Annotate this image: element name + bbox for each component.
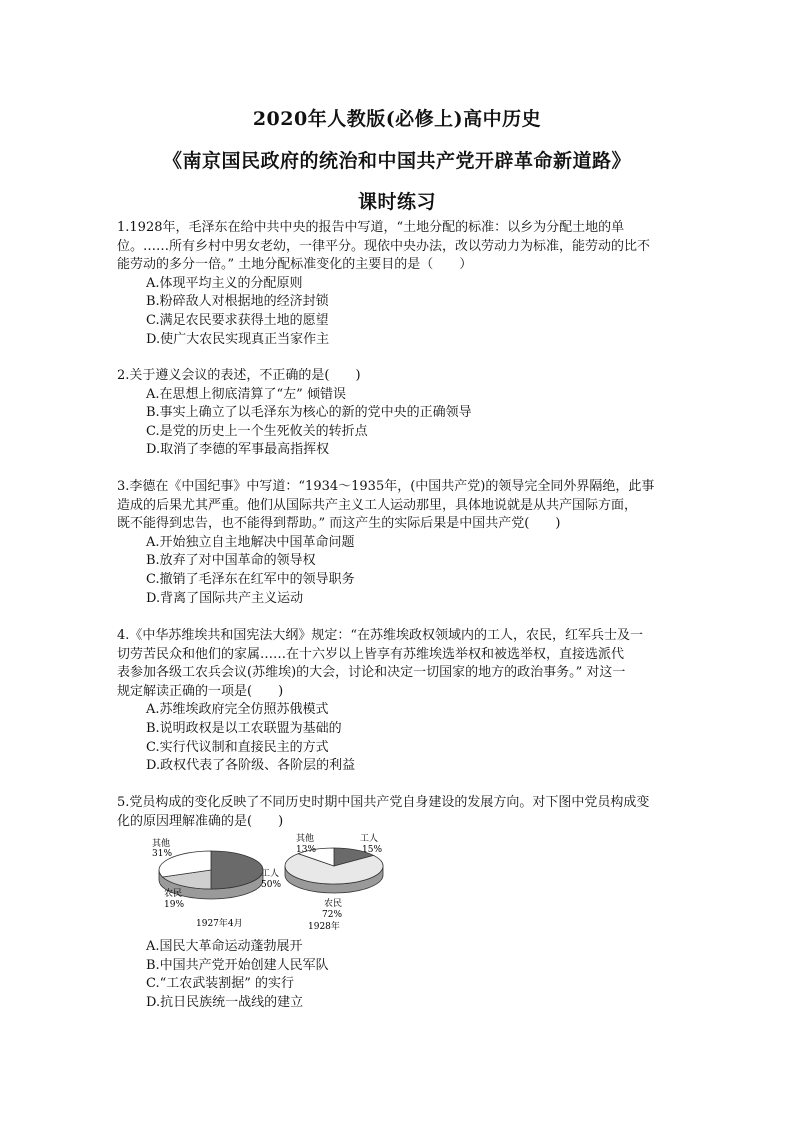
- option-b[interactable]: B.事实上确立了以毛泽东为核心的新的党中央的正确领导: [146, 405, 472, 421]
- stem-line: 2.关于遵义会议的表述，不正确的是( ): [117, 368, 361, 383]
- option-c[interactable]: C.“工农武装割据” 的实行: [146, 976, 295, 992]
- pie-label-1928-worker-value: 15%: [362, 845, 383, 855]
- pie-label-1927-farmer-name: 农民: [164, 889, 183, 899]
- pie-label-1928-farmer-value: 72%: [322, 910, 343, 920]
- stem-line: 4.《中华苏维埃共和国宪法大纲》规定：“在苏维埃政权领域内的工人，农民，红军兵士及一: [117, 628, 644, 643]
- pie-label-1927-other-name: 其他: [152, 839, 171, 849]
- stem-line: 3.李德在《中国纪事》中写道：“1934～1935年，(中国共产党)的领导完全同外界隔绝，此事: [117, 479, 655, 494]
- option-d[interactable]: D.背离了国际共产主义运动: [146, 590, 304, 606]
- stem-line: 能劳动的多分一倍。” 土地分配标准变化的主要目的是（ ）: [117, 257, 473, 273]
- pie-label-1928-other-name: 其他: [296, 834, 315, 844]
- options-list: [117, 534, 699, 608]
- option-c[interactable]: C.撤销了毛泽东在红军中的领导职务: [146, 571, 355, 587]
- option-b[interactable]: B.说明政权是以工农联盟为基础的: [146, 720, 342, 736]
- stem-line: 既不能得到忠告，也不能得到帮助。” 而这产生的实际后果是中国共产党( ): [117, 516, 561, 532]
- stem-line: 5.党员构成的变化反映了不同历史时期中国共产党自身建设的发展方向。对下图中党员构成变: [117, 795, 650, 810]
- question-5-options: [117, 938, 699, 1012]
- pie-label-1927-worker-name: 工人: [261, 869, 280, 879]
- option-b[interactable]: B.中国共产党开始创建人民军队: [146, 957, 329, 973]
- pie-label-1928-other-value: 13%: [296, 845, 317, 855]
- stem-line: 1.1928年，毛泽东在给中共中央的报告中写道，“土地分配的标准：以乡为分配土地的单: [117, 220, 625, 235]
- option-d[interactable]: D.使广大农民实现真正当家作主: [146, 331, 330, 347]
- question-stem: [117, 627, 699, 701]
- options-list: [117, 275, 699, 349]
- stem-line: 表参加各级工农兵会议(苏维埃)的大会，讨论和决定一切国家的地方的政治事务。” 对这一: [117, 665, 626, 681]
- pie-label-1928-farmer-name: 农民: [324, 899, 343, 909]
- page-title-line1: 2020年人教版(必修上)高中历史: [252, 108, 542, 130]
- pie-label-1928-worker-name: 工人: [360, 834, 379, 844]
- option-d[interactable]: D.政权代表了各阶级、各阶层的利益: [146, 758, 356, 774]
- question-stem: [117, 478, 699, 534]
- stem-line: 化的原因理解准确的是( ): [117, 813, 284, 829]
- stem-line: 切劳苦民众和他们的家属……在十六岁以上皆享有苏维埃选举权和被选举权，直接选派代: [117, 646, 625, 662]
- page-title-line2: 《南京国民政府的统治和中国共产党开辟革命新道路》: [162, 150, 631, 172]
- option-c[interactable]: C.实行代议制和直接民主的方式: [146, 739, 329, 755]
- pie-title-1927: 1927年4月: [196, 919, 243, 929]
- option-a[interactable]: A.国民大革命运动蓬勃展开: [146, 939, 303, 954]
- option-c[interactable]: C.满足农民要求获得土地的愿望: [146, 312, 329, 328]
- option-a[interactable]: A.体现平均主义的分配原则: [146, 275, 303, 291]
- option-b[interactable]: B.放弃了对中国革命的领导权: [146, 553, 316, 569]
- stem-line: 造成的后果尤其严重。他们从国际共产主义工人运动那里，具体地说就是从共产国际方面，: [117, 497, 638, 513]
- option-a[interactable]: A.苏维埃政府完全仿照苏俄模式: [146, 702, 329, 718]
- question-4: [117, 627, 699, 776]
- page-title-line3: 课时练习: [357, 191, 436, 213]
- question-2: [117, 367, 699, 460]
- question-1: [117, 219, 699, 349]
- question-stem: [117, 794, 699, 831]
- option-a[interactable]: A.开始独立自主地解决中国革命问题: [146, 534, 355, 550]
- question-stem: [117, 219, 699, 275]
- pie-label-1927-worker-value: 50%: [261, 880, 282, 890]
- option-b[interactable]: B.粉碎敌人对根据地的经济封锁: [146, 294, 329, 310]
- stem-line: 规定解读正确的一项是( ): [117, 683, 284, 699]
- options-list: [117, 938, 699, 1012]
- question-3: [117, 478, 699, 608]
- option-d[interactable]: D.取消了李德的军事最高指挥权: [146, 442, 330, 458]
- option-c[interactable]: C.是党的历史上一个生死攸关的转折点: [146, 423, 368, 439]
- question-5: [117, 794, 699, 831]
- option-a[interactable]: A.在思想上彻底清算了“左” 倾错误: [146, 386, 346, 402]
- options-list: [117, 386, 699, 460]
- question-stem: [117, 367, 699, 386]
- option-d[interactable]: D.抗日民族统一战线的建立: [146, 994, 304, 1010]
- pie-label-1927-farmer-value: 19%: [164, 900, 185, 910]
- pie-title-1928: 1928年: [308, 922, 340, 932]
- pie-label-1927-other-value: 31%: [152, 849, 173, 859]
- options-list: [117, 701, 699, 775]
- stem-line: 位。……所有乡村中男女老幼，一律平分。现依中央办法，改以劳动力为标准，能劳动的比不: [117, 238, 651, 254]
- party-composition-figure: [140, 830, 400, 934]
